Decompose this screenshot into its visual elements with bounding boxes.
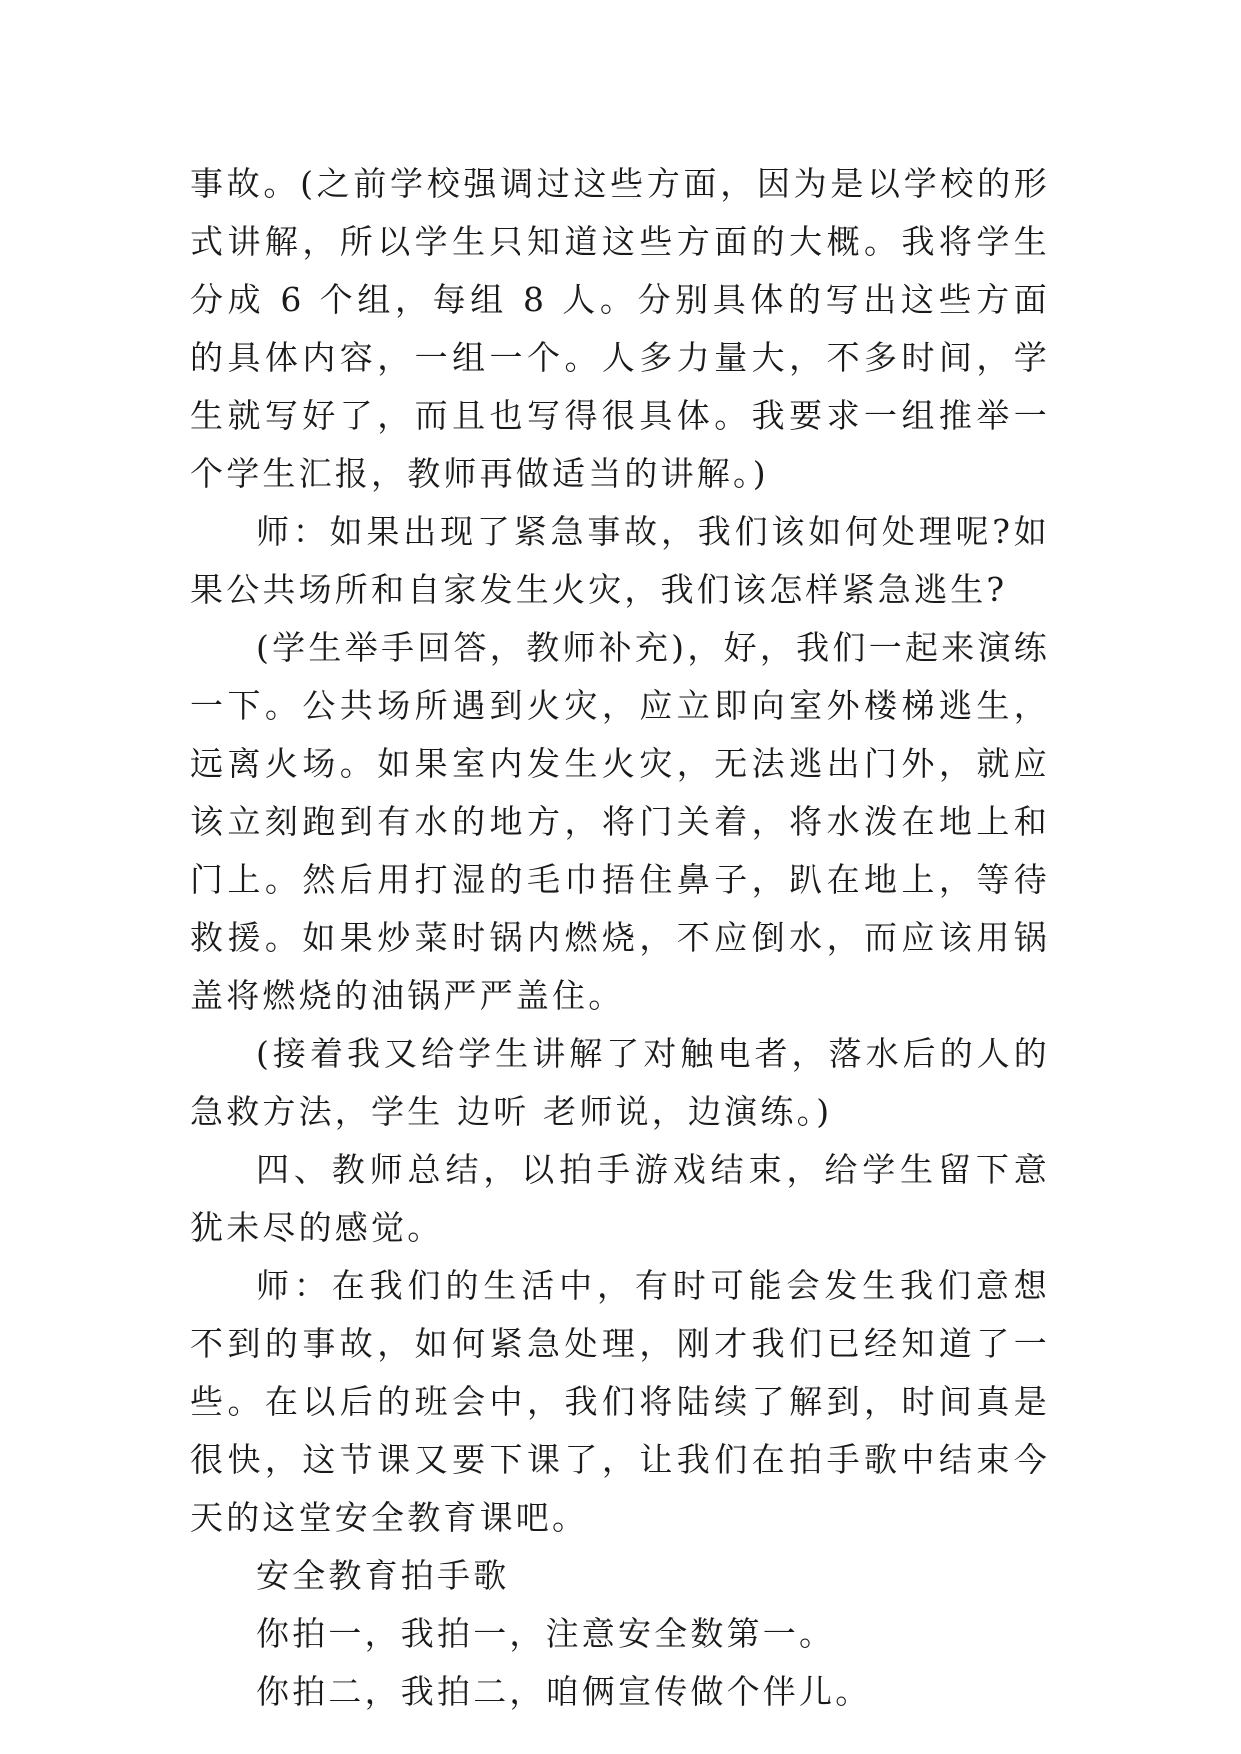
song-title: 安全教育拍手歌 xyxy=(256,1556,510,1595)
paragraph-accident-groups: 事故。(之前学校强调过这些方面，因为是以学校的形式讲解，所以学生只知道这些方面的大概。我将学生分成 6 个组，每组 8 人。分别具体的写出这些方面的具体内容，一组一个。人多力量大，不多时间，学生就写好了，而且也写得很具体。我要求一组推举一个学生汇报，教师再做适当的讲解。) xyxy=(190,164,1050,493)
song-line-2: 你拍二，我拍二，咱俩宣传做个伴儿。 xyxy=(256,1672,872,1711)
document-body xyxy=(190,155,1050,1721)
song-line-1: 你拍一，我拍一，注意安全数第一。 xyxy=(256,1614,836,1653)
paragraph-first-aid: (接着我又给学生讲解了对触电者，落水后的人的急救方法，学生 边听 老师说，边演练。) xyxy=(190,1034,1050,1131)
paragraph-fire-drill: (学生举手回答，教师补充)，好，我们一起来演练一下。公共场所遇到火灾，应立即向室外楼梯逃生，远离火场。如果室内发生火灾，无法逃出门外，就应该立刻跑到有水的地方，将门关着，将水泼在地上和门上。然后用打湿的毛巾捂住鼻子，趴在地上，等待救援。如果炒菜时锅内燃烧，不应倒水，而应该用锅盖将燃烧的油锅严严盖住。 xyxy=(190,628,1050,1015)
paragraph-teacher-summary: 师：在我们的生活中，有时可能会发生我们意想不到的事故，如何紧急处理，刚才我们已经知道了一些。在以后的班会中，我们将陆续了解到，时间真是很快，这节课又要下课了，让我们在拍手歌中结束今天的这堂安全教育课吧。 xyxy=(190,1266,1050,1537)
paragraph-teacher-question: 师：如果出现了紧急事故，我们该如何处理呢?如果公共场所和自家发生火灾，我们该怎样紧急逃生? xyxy=(190,512,1050,609)
paragraph-section-four: 四、教师总结，以拍手游戏结束，给学生留下意犹未尽的感觉。 xyxy=(190,1150,1050,1247)
